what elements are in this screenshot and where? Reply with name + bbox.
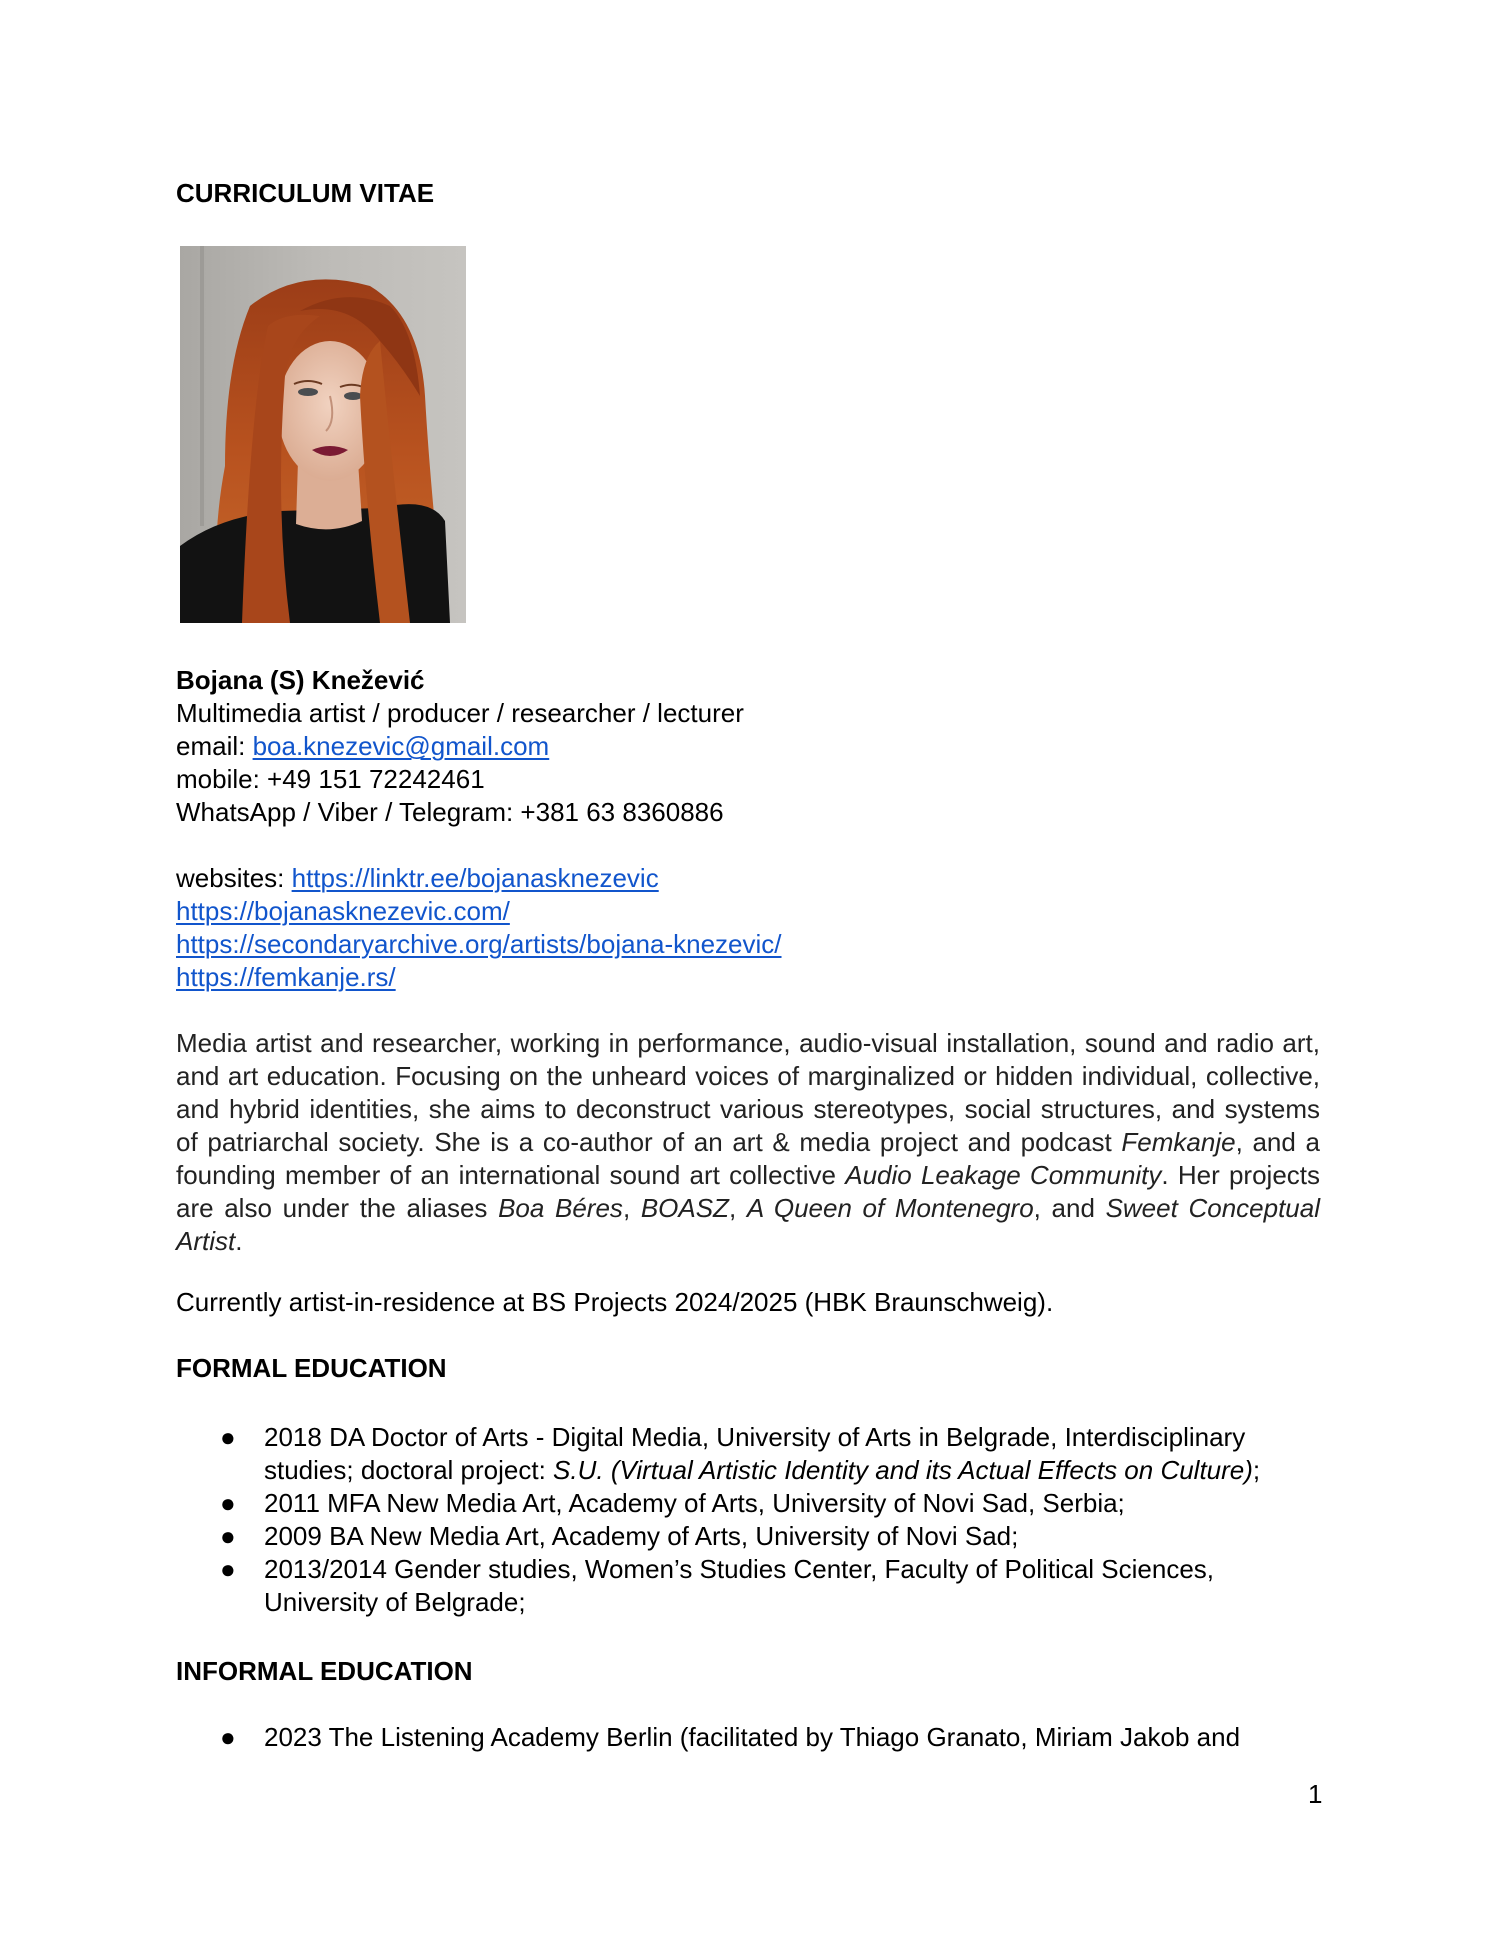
alias-sweet-conceptual-artist: Sweet Conceptual Artist bbox=[176, 1193, 1321, 1256]
alias-boasz: BOASZ bbox=[640, 1193, 729, 1223]
bio-text: Media artist and researcher, working in performance, audio-visual installation, sound and radio art, and art education. Focusing on the unheard voices of marginalized or hidden individual, collective, and hybrid identities, she aims to deconstruct various stereotypes, social structures, and systems of patriarchal society. She is a co-author of an art & media project and podcast bbox=[176, 1028, 1320, 1157]
education-item bbox=[176, 1487, 1336, 1520]
education-item bbox=[176, 1421, 1336, 1487]
formal-education-heading: FORMAL EDUCATION bbox=[176, 1353, 447, 1383]
bio-text: , and a founding member of an international sound art collective bbox=[176, 1127, 1320, 1190]
education-item-text: studies; doctoral project: bbox=[264, 1455, 554, 1485]
bullet-icon: ● bbox=[220, 1521, 236, 1551]
separator: , and bbox=[1033, 1193, 1106, 1223]
bio-paragraph bbox=[176, 1027, 1320, 1258]
separator: , bbox=[622, 1193, 641, 1223]
education-item bbox=[176, 1520, 1336, 1553]
education-item-text: 2009 BA New Media Art, Academy of Arts, University of Novi Sad; bbox=[264, 1521, 1019, 1551]
email-line bbox=[176, 730, 549, 763]
formal-education-list bbox=[176, 1421, 1336, 1619]
person-role: Multimedia artist / producer / researcher / lecturer bbox=[176, 698, 744, 728]
website-link-personal[interactable]: https://bojanasknezevic.com/ bbox=[176, 896, 510, 926]
person-name: Bojana (S) Knežević bbox=[176, 665, 425, 695]
email-link[interactable]: boa.knezevic@gmail.com bbox=[252, 731, 550, 761]
alias-queen-of-montenegro: A Queen of Montenegro bbox=[746, 1193, 1034, 1223]
website-link-femkanje[interactable]: https://femkanje.rs/ bbox=[176, 962, 396, 992]
project-femkanje: Femkanje bbox=[1121, 1127, 1236, 1157]
doctoral-project-title: S.U. (Virtual Artistic Identity and its Actual Effects on Culture) bbox=[553, 1455, 1253, 1485]
document-title: CURRICULUM VITAE bbox=[176, 178, 435, 208]
separator: , bbox=[728, 1193, 747, 1223]
website-link-linktree[interactable]: https://linktr.ee/bojanasknezevic bbox=[291, 863, 659, 893]
education-item-text: 2013/2014 Gender studies, Women’s Studies Center, Faculty of Political Sciences, bbox=[264, 1554, 1215, 1584]
mobile-line: mobile: +49 151 72242461 bbox=[176, 764, 485, 794]
education-item-text: 2018 DA Doctor of Arts - Digital Media, University of Arts in Belgrade, Interdisciplinary bbox=[264, 1422, 1246, 1452]
alias-boa-beres: Boa Béres bbox=[498, 1193, 623, 1223]
collective-audio-leakage: Audio Leakage Community bbox=[845, 1160, 1162, 1190]
website-link-secondary-archive[interactable]: https://secondaryarchive.org/artists/bojana-knezevic/ bbox=[176, 929, 782, 959]
page-number: 1 bbox=[1308, 1779, 1323, 1809]
email-label: email: bbox=[176, 731, 253, 761]
profile-photo bbox=[180, 246, 466, 623]
education-item bbox=[176, 1553, 1336, 1619]
informal-education-list bbox=[176, 1721, 1336, 1754]
separator: . bbox=[235, 1226, 243, 1256]
education-item-text: University of Belgrade; bbox=[264, 1587, 526, 1617]
residency-line: Currently artist-in-residence at BS Projects 2024/2025 (HBK Braunschweig). bbox=[176, 1287, 1054, 1317]
bullet-icon: ● bbox=[220, 1722, 236, 1752]
education-item-text: 2023 The Listening Academy Berlin (facilitated by Thiago Granato, Miriam Jakob and bbox=[264, 1722, 1241, 1752]
portrait-image bbox=[180, 246, 466, 623]
informal-education-heading: INFORMAL EDUCATION bbox=[176, 1656, 473, 1686]
messenger-line: WhatsApp / Viber / Telegram: +381 63 8360886 bbox=[176, 797, 724, 827]
bio-text: . Her projects are also under the aliases bbox=[176, 1160, 1320, 1223]
separator: ; bbox=[1252, 1455, 1261, 1485]
education-item-text: 2011 MFA New Media Art, Academy of Arts, University of Novi Sad, Serbia; bbox=[264, 1488, 1125, 1518]
education-item bbox=[176, 1721, 1336, 1754]
bullet-icon: ● bbox=[220, 1554, 236, 1584]
bullet-icon: ● bbox=[220, 1488, 236, 1518]
websites-line bbox=[176, 862, 659, 895]
bullet-icon: ● bbox=[220, 1422, 236, 1452]
websites-label: websites: bbox=[176, 863, 292, 893]
